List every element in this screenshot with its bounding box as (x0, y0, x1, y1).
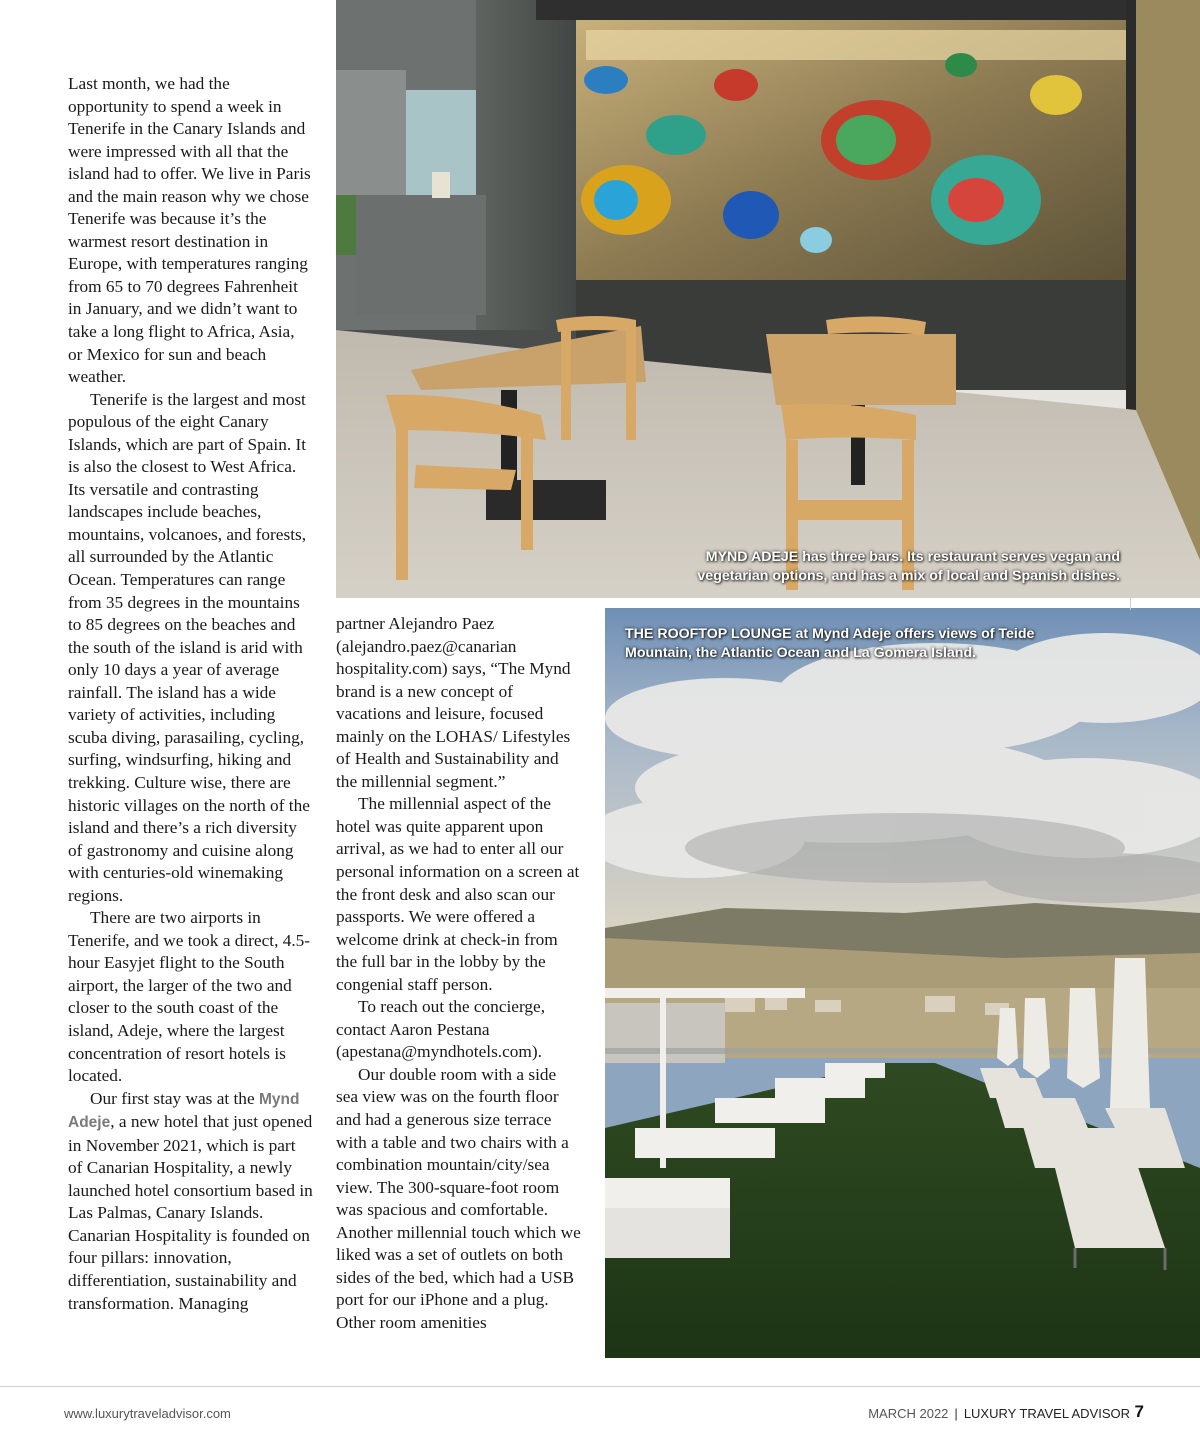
footer-website-link[interactable]: www.luxurytraveladvisor.com (64, 1406, 231, 1421)
issue-date: MARCH 2022 (868, 1406, 949, 1421)
rooftop-photo (605, 608, 1200, 1358)
article-paragraph: The millennial aspect of the hotel was quite apparent upon arrival, as we had to enter all our personal information on a screen at the front desk and also scan our passports. We were offered a welcome drink at check-in from the full bar in the lobby by the congenial staff person. (336, 794, 580, 994)
footer-divider (0, 1386, 1200, 1387)
divider (1130, 598, 1131, 610)
article-paragraph: partner Alejandro Paez (alejandro.paez@canarian hospitality.com) says, “The Mynd brand is a new concept of vacations and leisure, focused mainly on the LOHAS/ Lifestyles of Health and Sustainability and the millennial segment.” (336, 614, 571, 791)
paragraph-text: Our first stay was at the (90, 1088, 255, 1108)
footer-separator: | (954, 1406, 958, 1421)
article-column-2 (336, 613, 581, 1335)
article-column-1 (68, 73, 313, 1315)
page-number: 7 (1134, 1402, 1144, 1421)
rooftop-photo-caption: THE ROOFTOP LOUNGE at Mynd Adeje offers views of Teide Mountain, the Atlantic Ocean and La Gomera Island. (625, 626, 1035, 661)
magazine-name: LUXURY TRAVEL ADVISOR (963, 1406, 1130, 1421)
restaurant-photo-caption: MYND ADEJE has three bars. Its restaurant serves vegan and vegetarian options, and has a mix of local and Spanish dishes. (697, 549, 1120, 584)
article-paragraph: To reach out the concierge, contact Aaron Pestana (apestana@myndhotels.com). (336, 997, 546, 1062)
paragraph-text: , a new hotel that just opened in November 2021, which is part of Canarian Hospitality, a newly launched hotel consortium based in Las Palmas, Canary Islands. Canarian Hospitality is founded on four pillars: innovation, differentiation, sustainability and transformation. Managing (68, 1112, 313, 1313)
restaurant-photo (336, 0, 1200, 598)
hotel-name-link[interactable]: Mynd Adeje (68, 1090, 300, 1132)
restaurant-photo-illustration (336, 0, 1200, 598)
article-paragraph: Tenerife is the largest and most populous of the eight Canary Islands, which are part of Spain. It is also the closest to West Africa. Its versatile and contrasting landscapes include beaches, mountains, volcanoes, and forests, all surrounded by the Atlantic Ocean. Temperatures can range from 35 degrees in the mountains to 85 degrees on the beaches and the south of the island is arid with only 10 days a year of average rainfall. The island has a wide variety of activities, including scuba diving, parasailing, cycling, surfing, windsurfing, hiking and trekking. Culture wise, there are historic villages on the north of the island and there’s a rich diversity of gastronomy and cuisine along with centuries-old winemaking regions. (68, 389, 310, 905)
article-paragraph: Our double room with a side sea view was on the fourth floor and had a generous size terrace with a table and two chairs with a combination mountain/city/sea view. The 300-square-foot room was spacious and comfortable. Another millennial touch which we liked was a set of outlets on both sides of the bed, which had a USB port for our iPhone and a plug. Other room amenities (336, 1064, 581, 1332)
footer-issue-info (868, 1406, 1130, 1421)
article-paragraph: Last month, we had the opportunity to spend a week in Tenerife in the Canary Islands and were impressed with all that the island had to offer. We live in Paris and the main reason why we chose Tenerife was because it’s the warmest resort destination in Europe, with temperatures ranging from 65 to 70 degrees Fahrenheit in January, and we didn’t want to take a long flight to Africa, Asia, or Mexico for sun and beach weather. (68, 74, 311, 387)
article-paragraph: There are two airports in Tenerife, and we took a direct, 4.5-hour Easyjet flight to the South airport, the larger of the two and closer to the south coast of the island, Adeje, where the largest concentration of resort hotels is located. (68, 908, 311, 1086)
rooftop-photo-illustration (605, 608, 1200, 1358)
article-paragraph (68, 1088, 313, 1315)
